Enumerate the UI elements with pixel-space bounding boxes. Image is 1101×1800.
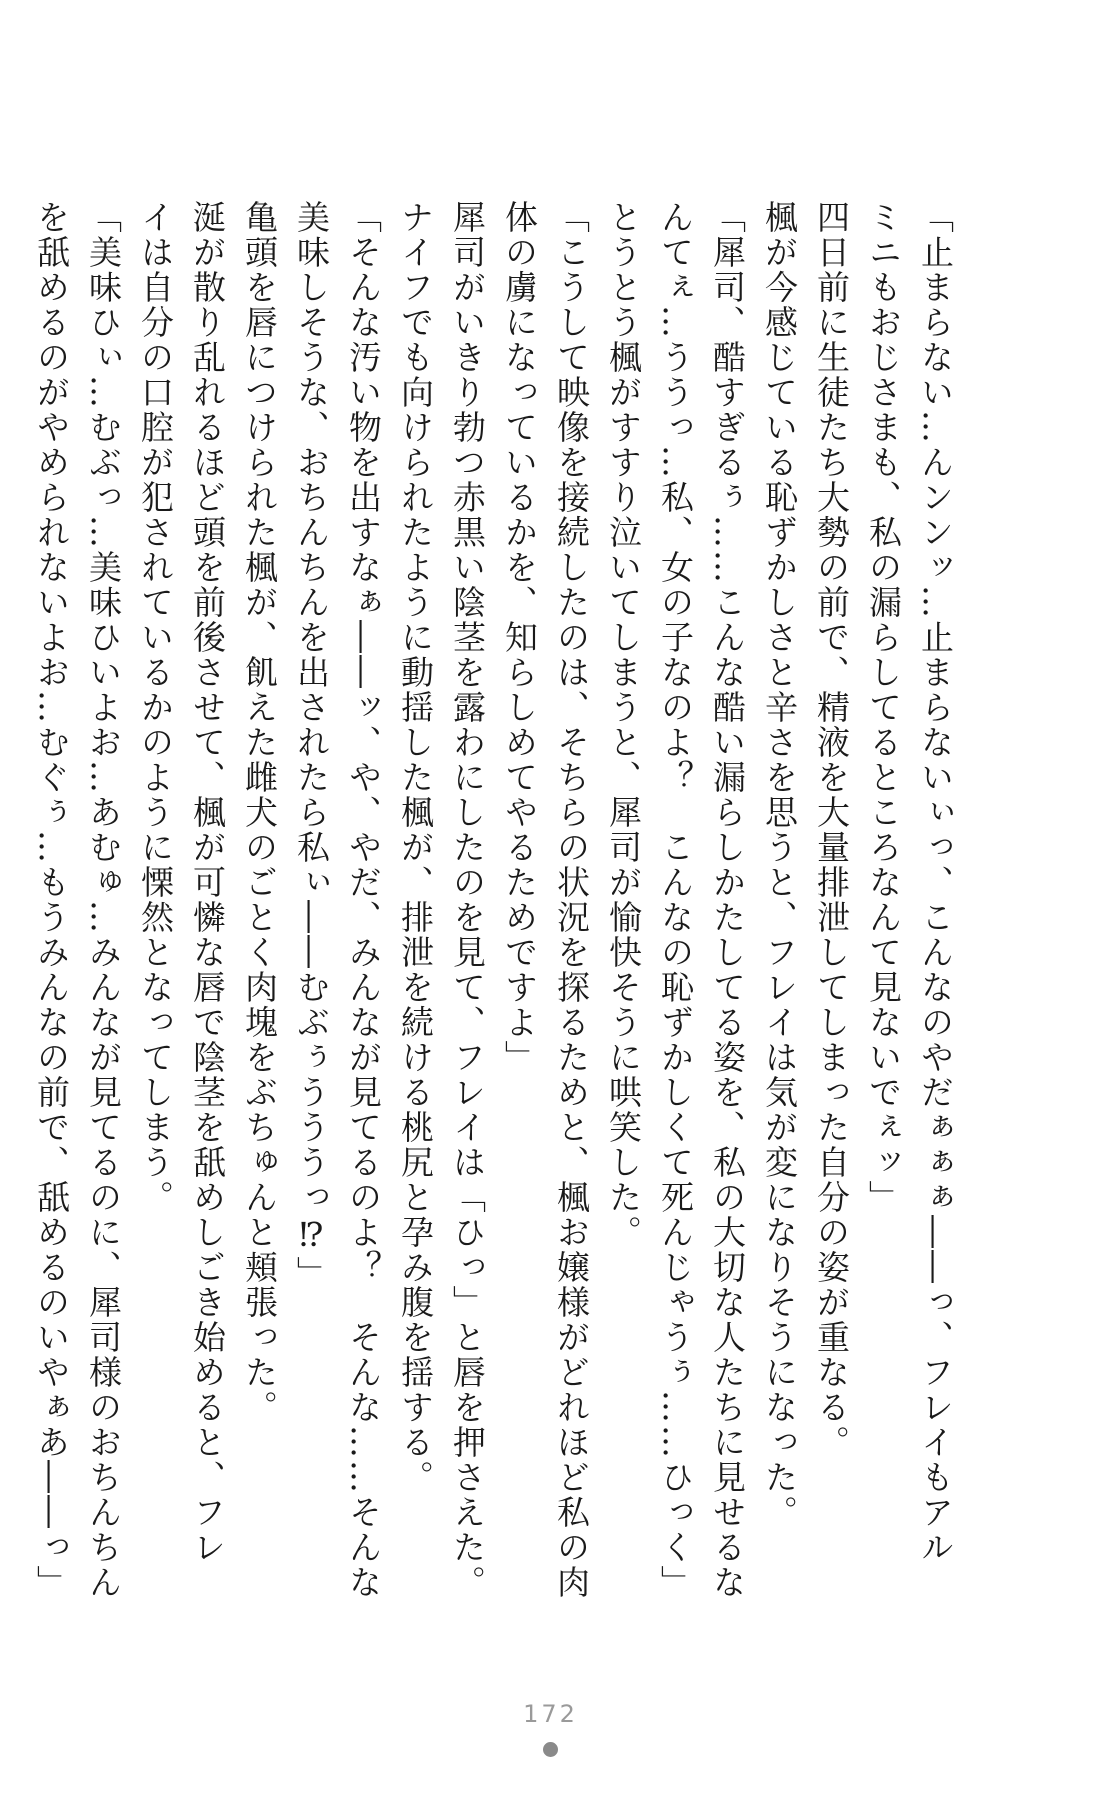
text-line: 四日前に生徒たち大勢の前で、精液を大量排泄してしまった自分の姿が重なる。 (812, 200, 851, 1460)
text-line: ミニもおじさまも、私の漏らしてるところなんて見ないでぇッ」 (864, 200, 903, 1215)
novel-text-block (32, 200, 961, 1600)
text-line: とうとう楓がすすり泣いてしまうと、犀司が愉快そうに哄笑した。 (604, 200, 643, 1250)
text-line: 涎が散り乱れるほど頭を前後させて、楓が可憐な唇で陰茎を舐めしごき始めると、フレ (188, 200, 227, 1565)
text-line: 「美味ひぃ…むぶっ…美味ひいよお…あむゅ…みんなが見てるのに、犀司様のおちんちん (84, 200, 123, 1600)
text-line: 亀頭を唇につけられた楓が、飢えた雌犬のごとく肉塊をぶちゅんと頬張った。 (240, 200, 279, 1425)
text-line: んてぇ…ううっ…私、女の子なのよ？ こんなの恥ずかしくて死んじゃうぅ……ひっく」 (656, 200, 695, 1600)
text-line: 体の虜になっているかを、知らしめてやるためですよ」 (500, 200, 539, 1075)
text-line: を舐めるのがやめられないよお…むぐぅ…もうみんなの前で、舐めるのいやぁあ――っ」 (32, 200, 71, 1600)
text-line: ナイフでも向けられたように動揺した楓が、排泄を続ける桃尻と孕み腹を揺する。 (396, 200, 435, 1495)
page-marker-dot (543, 1742, 558, 1757)
page-number: 172 (523, 1700, 578, 1728)
text-line: 犀司がいきり勃つ赤黒い陰茎を露わにしたのを見て、フレイは「ひっ」と唇を押さえた。 (448, 200, 487, 1600)
text-line: 美味しそうな、おちんちんを出されたら私ぃ――むぶぅうううっ⁉」 (292, 200, 331, 1291)
text-line: 楓が今感じている恥ずかしさと辛さを思うと、フレイは気が変になりそうになった。 (760, 200, 799, 1530)
text-line: イは自分の口腔が犯されているかのように慄然となってしまう。 (136, 200, 175, 1215)
text-line: 「犀司、酷すぎるぅ……こんな酷い漏らしかたしてる姿を、私の大切な人たちに見せるな (708, 200, 747, 1600)
text-line: 「そんな汚い物を出すなぁ――ッ、や、やだ、みんなが見てるのよ？ そんな……そんな (344, 200, 383, 1600)
text-line: 「止まらない…んンンッ…止まらないぃっ、こんなのやだぁぁぁ――っ、フレイもアル (916, 200, 955, 1565)
text-line: 「こうして映像を接続したのは、そちらの状況を探るためと、楓お嬢様がどれほど私の肉 (552, 200, 591, 1600)
